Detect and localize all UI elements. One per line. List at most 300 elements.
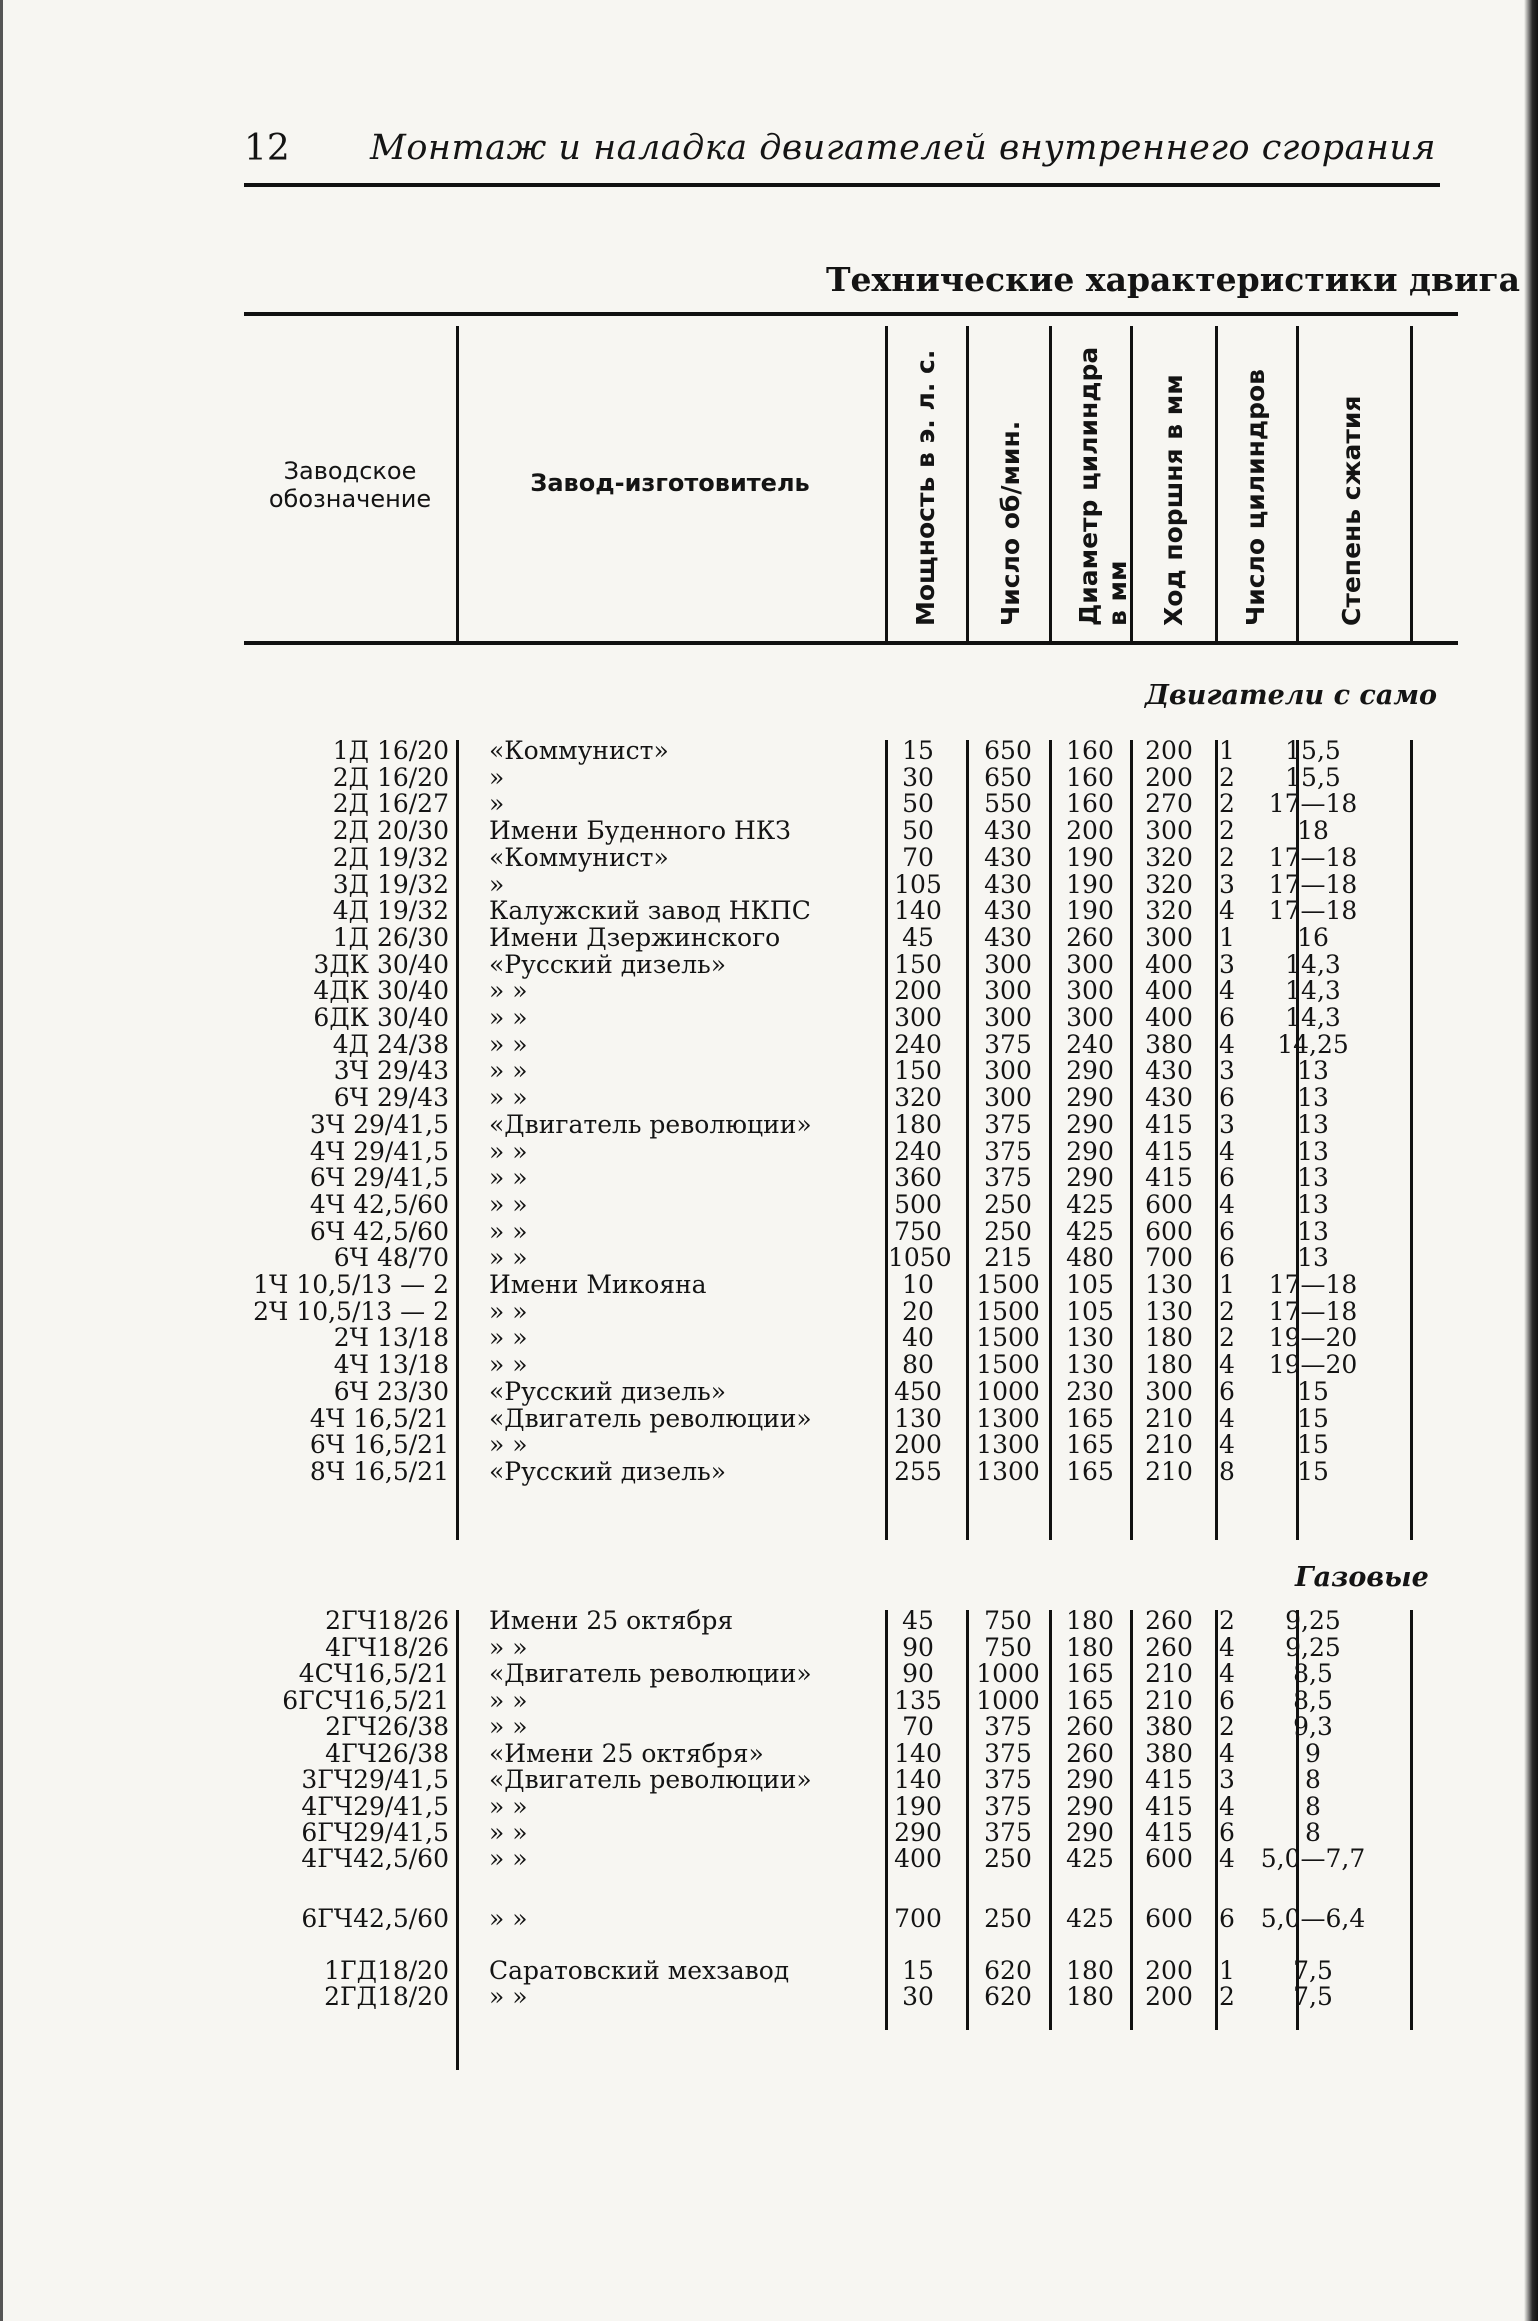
compression-cell: 15,5 <box>1285 762 1341 792</box>
scan-border-left <box>0 0 3 2321</box>
compression-cell: 14,3 <box>1285 949 1341 979</box>
designation-cell: 4Ч 13/18 <box>333 1350 449 1380</box>
power-cell: 30 <box>902 762 934 792</box>
compression-cell: 8 <box>1305 1818 1321 1847</box>
rpm-cell: 1000 <box>976 1376 1040 1406</box>
cylinders-cell: 4 <box>1219 1029 1235 1059</box>
cylinders-cell: 1 <box>1219 922 1235 952</box>
stroke-cell: 270 <box>1145 789 1193 819</box>
cylinders-cell: 2 <box>1219 1982 1235 2011</box>
compression-cell: 19—20 <box>1268 1350 1358 1380</box>
rpm-cell: 300 <box>984 1056 1032 1086</box>
header-bottom-rule <box>244 641 1458 645</box>
compression-cell: 13 <box>1297 1189 1329 1219</box>
compression-cell: 8,5 <box>1293 1686 1333 1715</box>
bore-cell: 105 <box>1066 1270 1114 1299</box>
manufacturer-cell: «Русский дизель» <box>489 1456 726 1486</box>
power-cell: 15 <box>902 1956 934 1985</box>
rpm-cell: 300 <box>984 1003 1032 1032</box>
compression-cell: 15 <box>1297 1376 1329 1406</box>
col-divider <box>1049 326 1052 644</box>
cylinders-cell: 4 <box>1219 896 1235 926</box>
bore-cell: 290 <box>1066 1083 1114 1113</box>
compression-cell: 8,5 <box>1293 1659 1333 1688</box>
manufacturer-cell: » <box>489 869 505 899</box>
manufacturer-cell: » » <box>489 1792 528 1821</box>
manufacturer-cell: Имени Буденного НКЗ <box>489 816 791 846</box>
col-head-rpm: Число об/мин. <box>996 420 1025 626</box>
manufacturer-cell: » » <box>489 1712 528 1741</box>
power-cell: 290 <box>894 1818 942 1847</box>
manufacturer-cell: » » <box>489 1003 528 1032</box>
bore-cell: 190 <box>1066 842 1114 872</box>
designation-cell: 3Д 19/32 <box>332 869 449 899</box>
scan-border-right <box>1524 0 1538 2321</box>
power-cell: 20 <box>902 1296 934 1326</box>
rpm-cell: 1500 <box>976 1323 1040 1353</box>
manufacturer-cell: » » <box>489 1056 528 1086</box>
designation-cell: 3ДК 30/40 <box>313 949 449 979</box>
power-cell: 45 <box>902 1606 934 1635</box>
bore-cell: 200 <box>1066 816 1114 846</box>
running-title: Монтаж и наладка двигателей внутреннего сгорания <box>370 128 1437 168</box>
stroke-cell: 300 <box>1145 816 1193 846</box>
power-cell: 200 <box>894 976 942 1006</box>
col-divider <box>456 326 459 644</box>
bore-cell: 180 <box>1066 1956 1114 1985</box>
compression-cell: 13 <box>1297 1083 1329 1113</box>
compression-cell: 17—18 <box>1268 789 1358 819</box>
cylinders-cell: 6 <box>1219 1904 1235 1933</box>
designation-cell: 6ГЧ42,5/60 <box>301 1904 449 1933</box>
col-head-bore: Диаметр цилиндра в мм <box>1074 346 1132 626</box>
power-cell: 140 <box>894 1765 942 1794</box>
col-head-stroke: Ход поршня в мм <box>1159 374 1188 626</box>
designation-cell: 3Ч 29/43 <box>333 1056 449 1086</box>
rpm-cell: 430 <box>984 842 1032 872</box>
rpm-cell: 250 <box>984 1904 1032 1933</box>
designation-cell: 4Ч 16,5/21 <box>309 1403 449 1433</box>
designation-cell: 1Ч 10,5/13 — 2 <box>253 1270 449 1299</box>
bore-cell: 160 <box>1066 736 1114 765</box>
manufacturer-cell: » <box>489 789 505 819</box>
power-cell: 1050 <box>888 1243 952 1273</box>
stroke-cell: 210 <box>1145 1403 1193 1433</box>
bore-cell: 260 <box>1066 1712 1114 1741</box>
designation-cell: 3ГЧ29/41,5 <box>301 1765 449 1794</box>
power-cell: 240 <box>894 1029 942 1059</box>
compression-cell: 17—18 <box>1268 869 1358 899</box>
stroke-cell: 600 <box>1145 1904 1193 1933</box>
bore-cell: 290 <box>1066 1765 1114 1794</box>
stroke-cell: 180 <box>1145 1323 1193 1353</box>
compression-cell: 8 <box>1305 1792 1321 1821</box>
stroke-cell: 320 <box>1145 896 1193 926</box>
cylinders-cell: 4 <box>1219 976 1235 1006</box>
cylinders-cell: 2 <box>1219 816 1235 846</box>
designation-cell: 3Ч 29/41,5 <box>309 1109 449 1139</box>
bore-cell: 165 <box>1066 1686 1114 1715</box>
compression-cell: 7,5 <box>1293 1956 1333 1985</box>
designation-cell: 4Ч 29/41,5 <box>309 1136 449 1166</box>
designation-cell: 6Ч 23/30 <box>333 1376 449 1406</box>
compression-cell: 5,0—6,4 <box>1260 1904 1366 1933</box>
rpm-cell: 1500 <box>976 1350 1040 1380</box>
manufacturer-cell: » » <box>489 1904 528 1933</box>
col-divider <box>966 326 969 644</box>
rpm-cell: 375 <box>984 1712 1032 1741</box>
rpm-cell: 430 <box>984 922 1032 952</box>
power-cell: 40 <box>902 1323 934 1353</box>
cylinders-cell: 3 <box>1219 1109 1235 1139</box>
compression-cell: 13 <box>1297 1243 1329 1273</box>
bore-cell: 180 <box>1066 1633 1114 1662</box>
col-head-cylinders: Число цилиндров <box>1241 369 1270 626</box>
stroke-cell: 260 <box>1145 1633 1193 1662</box>
power-cell: 750 <box>894 1216 942 1246</box>
rpm-cell: 375 <box>984 1792 1032 1821</box>
designation-cell: 2Ч 10,5/13 — 2 <box>253 1296 449 1326</box>
compression-cell: 19—20 <box>1268 1323 1358 1353</box>
stroke-cell: 400 <box>1145 949 1193 979</box>
bore-cell: 260 <box>1066 922 1114 952</box>
compression-cell: 14,3 <box>1285 1003 1341 1032</box>
cylinders-cell: 2 <box>1219 1323 1235 1353</box>
power-cell: 450 <box>894 1376 942 1406</box>
col-divider <box>966 1610 969 2030</box>
compression-cell: 8 <box>1305 1765 1321 1794</box>
cylinders-cell: 3 <box>1219 949 1235 979</box>
power-cell: 190 <box>894 1792 942 1821</box>
compression-cell: 7,5 <box>1293 1982 1333 2011</box>
stroke-cell: 200 <box>1145 762 1193 792</box>
stroke-cell: 380 <box>1145 1712 1193 1741</box>
cylinders-cell: 8 <box>1219 1456 1235 1486</box>
col-divider <box>966 740 969 1540</box>
power-cell: 30 <box>902 1982 934 2011</box>
manufacturer-cell: «Коммунист» <box>489 842 669 872</box>
cylinders-cell: 3 <box>1219 1765 1235 1794</box>
cylinders-cell: 2 <box>1219 1712 1235 1741</box>
compression-cell: 13 <box>1297 1136 1329 1166</box>
power-cell: 135 <box>894 1686 942 1715</box>
cylinders-cell: 6 <box>1219 1686 1235 1715</box>
manufacturer-cell: » » <box>489 1189 528 1219</box>
cylinders-cell: 6 <box>1219 1376 1235 1406</box>
cylinders-cell: 4 <box>1219 1792 1235 1821</box>
manufacturer-cell: » » <box>489 1296 528 1326</box>
manufacturer-cell: Калужский завод НКПС <box>489 896 811 926</box>
bore-cell: 240 <box>1066 1029 1114 1059</box>
manufacturer-cell: » » <box>489 1430 528 1460</box>
designation-cell: 6ДК 30/40 <box>313 1003 449 1032</box>
stroke-cell: 130 <box>1145 1270 1193 1299</box>
rpm-cell: 1300 <box>976 1430 1040 1460</box>
compression-cell: 17—18 <box>1268 1296 1358 1326</box>
manufacturer-cell: » » <box>489 1818 528 1847</box>
col-head-manufacturer: Завод-изготовитель <box>530 469 810 497</box>
cylinders-cell: 3 <box>1219 1056 1235 1086</box>
bore-cell: 290 <box>1066 1818 1114 1847</box>
stroke-cell: 200 <box>1145 1982 1193 2011</box>
power-cell: 50 <box>902 816 934 846</box>
manufacturer-cell: » » <box>489 976 528 1006</box>
cylinders-cell: 4 <box>1219 1403 1235 1433</box>
cylinders-cell: 2 <box>1219 842 1235 872</box>
col-divider <box>1130 1610 1133 2030</box>
cylinders-cell: 4 <box>1219 1350 1235 1380</box>
bore-cell: 180 <box>1066 1606 1114 1635</box>
stroke-cell: 415 <box>1145 1818 1193 1847</box>
rpm-cell: 375 <box>984 1818 1032 1847</box>
manufacturer-cell: » » <box>489 1083 528 1113</box>
power-cell: 500 <box>894 1189 942 1219</box>
designation-cell: 4Д 19/32 <box>332 896 449 926</box>
power-cell: 320 <box>894 1083 942 1113</box>
designation-cell: 4ГЧ42,5/60 <box>301 1844 449 1873</box>
bore-cell: 480 <box>1066 1243 1114 1273</box>
cylinders-cell: 4 <box>1219 1739 1235 1768</box>
compression-cell: 5,0—7,7 <box>1260 1844 1366 1873</box>
compression-cell: 17—18 <box>1268 1270 1358 1299</box>
power-cell: 150 <box>894 1056 942 1086</box>
designation-cell: 8Ч 16,5/21 <box>309 1456 449 1486</box>
bore-cell: 290 <box>1066 1163 1114 1193</box>
designation-cell: 6ГСЧ16,5/21 <box>282 1686 449 1715</box>
stroke-cell: 380 <box>1145 1739 1193 1768</box>
bore-cell: 290 <box>1066 1109 1114 1139</box>
col-divider <box>1410 326 1413 644</box>
manufacturer-cell: «Двигатель революции» <box>489 1765 812 1794</box>
bore-cell: 300 <box>1066 1003 1114 1032</box>
power-cell: 140 <box>894 1739 942 1768</box>
manufacturer-cell: » » <box>489 1350 528 1380</box>
bore-cell: 230 <box>1066 1376 1114 1406</box>
manufacturer-cell: Имени Дзержинского <box>489 922 781 952</box>
col-divider <box>1215 326 1218 644</box>
cylinders-cell: 3 <box>1219 869 1235 899</box>
stroke-cell: 415 <box>1145 1136 1193 1166</box>
rpm-cell: 430 <box>984 816 1032 846</box>
rpm-cell: 375 <box>984 1163 1032 1193</box>
manufacturer-cell: » » <box>489 1633 528 1662</box>
designation-cell: 2Д 16/27 <box>332 789 449 819</box>
cylinders-cell: 2 <box>1219 1296 1235 1326</box>
manufacturer-cell: Имени Микояна <box>489 1270 707 1299</box>
bore-cell: 290 <box>1066 1056 1114 1086</box>
stroke-cell: 700 <box>1145 1243 1193 1273</box>
compression-cell: 15 <box>1297 1403 1329 1433</box>
bore-cell: 300 <box>1066 976 1114 1006</box>
cylinders-cell: 1 <box>1219 1270 1235 1299</box>
stroke-cell: 415 <box>1145 1163 1193 1193</box>
rpm-cell: 250 <box>984 1216 1032 1246</box>
col-divider <box>1130 740 1133 1540</box>
cylinders-cell: 6 <box>1219 1818 1235 1847</box>
stroke-cell: 210 <box>1145 1430 1193 1460</box>
designation-cell: 4ГЧ26/38 <box>325 1739 449 1768</box>
power-cell: 15 <box>902 736 934 765</box>
rpm-cell: 550 <box>984 789 1032 819</box>
col-divider <box>1049 1610 1052 2030</box>
stroke-cell: 300 <box>1145 922 1193 952</box>
manufacturer-cell: » » <box>489 1982 528 2011</box>
rpm-cell: 300 <box>984 949 1032 979</box>
col-head-designation: Заводское обозначение <box>268 457 432 513</box>
rpm-cell: 250 <box>984 1844 1032 1873</box>
rpm-cell: 215 <box>984 1243 1032 1273</box>
stroke-cell: 130 <box>1145 1296 1193 1326</box>
stroke-cell: 200 <box>1145 1956 1193 1985</box>
stroke-cell: 320 <box>1145 869 1193 899</box>
manufacturer-cell: «Коммунист» <box>489 736 669 765</box>
stroke-cell: 430 <box>1145 1083 1193 1113</box>
stroke-cell: 210 <box>1145 1456 1193 1486</box>
manufacturer-cell: «Имени 25 октября» <box>489 1739 764 1768</box>
compression-cell: 15 <box>1297 1456 1329 1486</box>
rpm-cell: 375 <box>984 1765 1032 1794</box>
cylinders-cell: 4 <box>1219 1633 1235 1662</box>
header-rule <box>244 183 1440 187</box>
rpm-cell: 1000 <box>976 1659 1040 1688</box>
bore-cell: 165 <box>1066 1456 1114 1486</box>
rpm-cell: 375 <box>984 1739 1032 1768</box>
manufacturer-cell: » » <box>489 1686 528 1715</box>
power-cell: 90 <box>902 1633 934 1662</box>
designation-cell: 2Ч 13/18 <box>333 1323 449 1353</box>
bore-cell: 165 <box>1066 1403 1114 1433</box>
bore-cell: 165 <box>1066 1659 1114 1688</box>
designation-cell: 2ГД18/20 <box>324 1982 449 2011</box>
bore-cell: 165 <box>1066 1430 1114 1460</box>
col-divider <box>1296 326 1299 644</box>
cylinders-cell: 2 <box>1219 762 1235 792</box>
col-divider <box>1410 740 1413 1540</box>
stroke-cell: 600 <box>1145 1844 1193 1873</box>
bore-cell: 290 <box>1066 1136 1114 1166</box>
compression-cell: 15 <box>1297 1430 1329 1460</box>
rpm-cell: 620 <box>984 1956 1032 1985</box>
stroke-cell: 260 <box>1145 1606 1193 1635</box>
stroke-cell: 430 <box>1145 1056 1193 1086</box>
running-header <box>244 128 1440 178</box>
table-title: Технические характеристики двига <box>826 260 1521 299</box>
designation-cell: 6Ч 42,5/60 <box>309 1216 449 1246</box>
designation-cell: 6ГЧ29/41,5 <box>301 1818 449 1847</box>
compression-cell: 14,3 <box>1285 976 1341 1006</box>
rpm-cell: 375 <box>984 1109 1032 1139</box>
rpm-cell: 430 <box>984 896 1032 926</box>
rpm-cell: 430 <box>984 869 1032 899</box>
rpm-cell: 1500 <box>976 1270 1040 1299</box>
power-cell: 300 <box>894 1003 942 1032</box>
power-cell: 10 <box>902 1270 934 1299</box>
bore-cell: 425 <box>1066 1844 1114 1873</box>
col-divider <box>885 326 888 644</box>
stroke-cell: 210 <box>1145 1686 1193 1715</box>
designation-cell: 2Д 20/30 <box>332 816 449 846</box>
col-divider <box>1049 740 1052 1540</box>
compression-cell: 16 <box>1297 922 1329 952</box>
bore-cell: 290 <box>1066 1792 1114 1821</box>
compression-cell: 9,25 <box>1285 1606 1341 1635</box>
manufacturer-cell: » » <box>489 1243 528 1273</box>
manufacturer-cell: «Двигатель революции» <box>489 1109 812 1139</box>
bore-cell: 425 <box>1066 1216 1114 1246</box>
rpm-cell: 375 <box>984 1136 1032 1166</box>
designation-cell: 2ГЧ26/38 <box>325 1712 449 1741</box>
compression-cell: 13 <box>1297 1163 1329 1193</box>
compression-cell: 14,25 <box>1277 1029 1349 1059</box>
stroke-cell: 600 <box>1145 1216 1193 1246</box>
power-cell: 70 <box>902 842 934 872</box>
designation-cell: 2Д 16/20 <box>332 762 449 792</box>
designation-cell: 2Д 19/32 <box>332 842 449 872</box>
designation-cell: 1ГД18/20 <box>324 1956 449 1985</box>
cylinders-cell: 4 <box>1219 1189 1235 1219</box>
stroke-cell: 210 <box>1145 1659 1193 1688</box>
designation-cell: 1Д 16/20 <box>332 736 449 765</box>
bore-cell: 190 <box>1066 896 1114 926</box>
page-number: 12 <box>244 128 290 169</box>
stroke-cell: 380 <box>1145 1029 1193 1059</box>
rpm-cell: 1300 <box>976 1456 1040 1486</box>
rpm-cell: 375 <box>984 1029 1032 1059</box>
col-divider <box>456 740 459 1540</box>
col-head-compression: Степень сжатия <box>1337 395 1366 626</box>
compression-cell: 9,25 <box>1285 1633 1341 1662</box>
manufacturer-cell: » » <box>489 1136 528 1166</box>
designation-cell: 1Д 26/30 <box>332 922 449 952</box>
power-cell: 90 <box>902 1659 934 1688</box>
stroke-cell: 180 <box>1145 1350 1193 1380</box>
designation-cell: 4Д 24/38 <box>332 1029 449 1059</box>
manufacturer-cell: » » <box>489 1323 528 1353</box>
rpm-cell: 750 <box>984 1633 1032 1662</box>
stroke-cell: 300 <box>1145 1376 1193 1406</box>
col-divider <box>1410 1610 1413 2030</box>
power-cell: 360 <box>894 1163 942 1193</box>
cylinders-cell: 4 <box>1219 1136 1235 1166</box>
manufacturer-cell: «Двигатель революции» <box>489 1403 812 1433</box>
rpm-cell: 750 <box>984 1606 1032 1635</box>
manufacturer-cell: Саратовский мехзавод <box>489 1956 790 1985</box>
power-cell: 150 <box>894 949 942 979</box>
stroke-cell: 415 <box>1145 1765 1193 1794</box>
designation-cell: 6Ч 48/70 <box>333 1243 449 1273</box>
bore-cell: 180 <box>1066 1982 1114 2011</box>
power-cell: 45 <box>902 922 934 952</box>
manufacturer-cell: » » <box>489 1029 528 1059</box>
stroke-cell: 400 <box>1145 1003 1193 1032</box>
compression-cell: 13 <box>1297 1109 1329 1139</box>
col-divider <box>456 1610 459 2070</box>
manufacturer-cell: » » <box>489 1844 528 1873</box>
cylinders-cell: 1 <box>1219 736 1235 765</box>
manufacturer-cell: «Двигатель революции» <box>489 1659 812 1688</box>
stroke-cell: 415 <box>1145 1792 1193 1821</box>
compression-cell: 13 <box>1297 1056 1329 1086</box>
manufacturer-cell: Имени 25 октября <box>489 1606 734 1635</box>
stroke-cell: 200 <box>1145 736 1193 765</box>
power-cell: 140 <box>894 896 942 926</box>
compression-cell: 15,5 <box>1285 736 1341 765</box>
designation-cell: 6Ч 29/43 <box>333 1083 449 1113</box>
cylinders-cell: 2 <box>1219 1606 1235 1635</box>
power-cell: 50 <box>902 789 934 819</box>
stroke-cell: 400 <box>1145 976 1193 1006</box>
bore-cell: 160 <box>1066 789 1114 819</box>
